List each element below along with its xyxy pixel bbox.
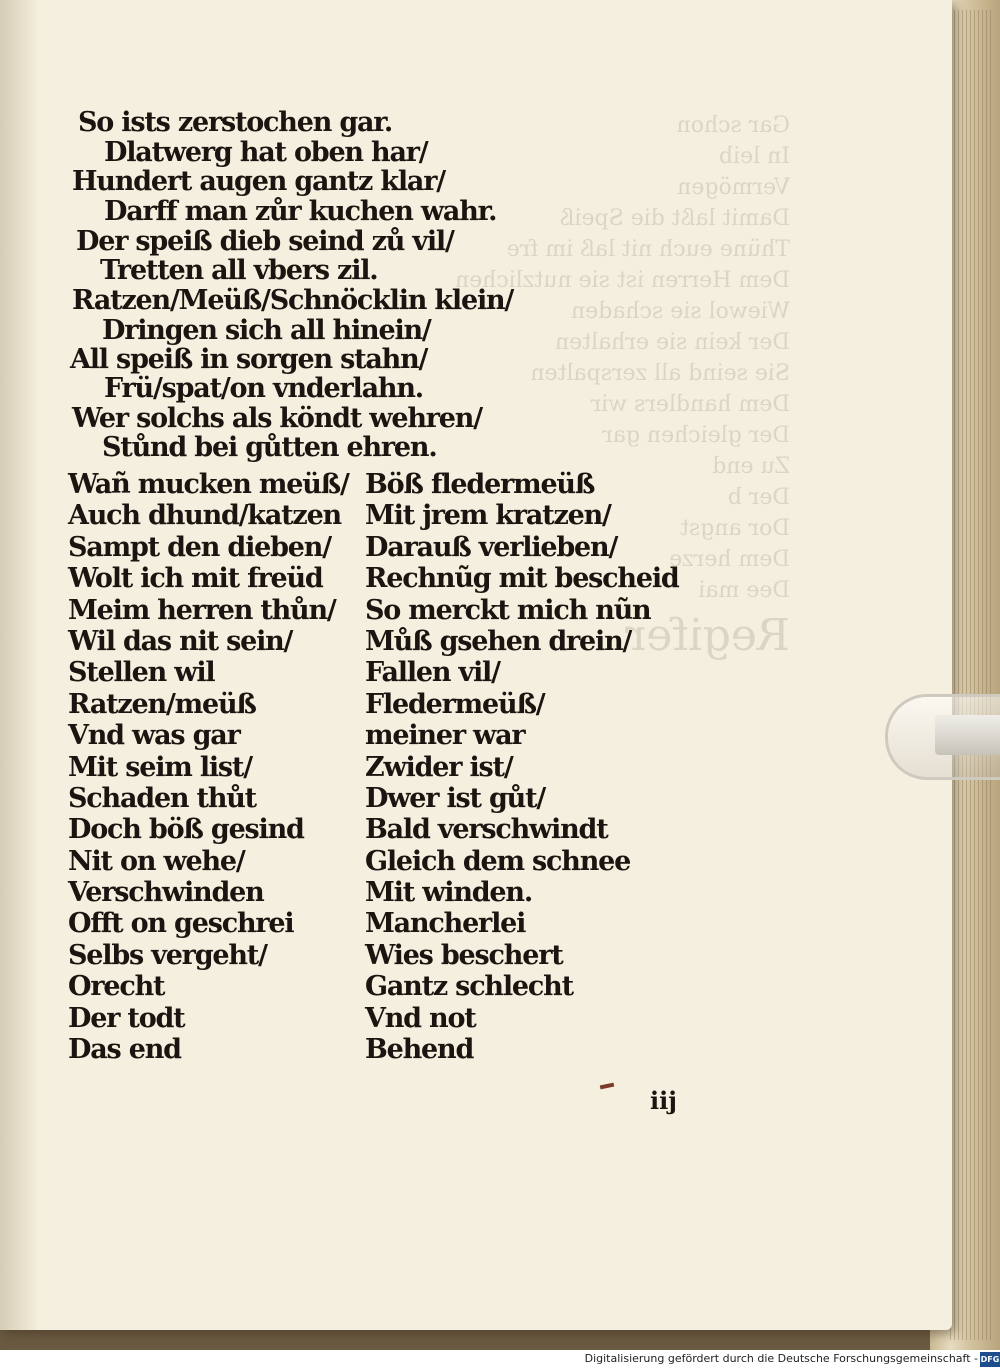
left-column-line: Auch dhund/katzen [68,500,341,532]
left-column-line: Wil das nit sein/ [68,625,293,657]
left-column-line: Selbs vergeht/ [68,939,267,971]
left-column-line: Das end [68,1034,181,1066]
right-column-line: Můß gsehen drein/ [365,625,632,657]
right-column-line: Fledermeüß/ [365,688,545,720]
right-column-line: Mancherlei [365,908,526,940]
right-column-line: Zwider ist/ [365,751,513,783]
poem-line: All speiß in sorgen stahn/ [70,344,428,375]
page-clip [885,694,1000,780]
left-column-line: Vnd was gar [68,720,240,752]
right-column-line: Darauß verlieben/ [365,531,618,563]
right-column-line: Mit jrem kratzen/ [365,500,611,532]
poem-line: Darff man zůr kuchen wahr. [104,196,497,227]
left-column-line: Meim herren thůn/ [68,594,336,626]
left-column-line: Nit on wehe/ [68,845,245,877]
page-edge-lines [950,10,994,1340]
right-column-line: Bald verschwindt [365,814,608,846]
right-column-line: Gleich dem schnee [365,845,631,877]
poem-line: Dringen sich all hinein/ [102,315,431,346]
poem-line: Frü/spat/on vnderlahn. [104,373,423,404]
right-column-line: Rechnũg mit bescheid [365,563,679,595]
left-column [68,470,349,1066]
left-column-line: Schaden thůt [68,782,256,814]
left-column-line: Mit seim list/ [68,751,252,783]
dfg-logo-icon: DFG [980,1352,1000,1367]
digitization-credit: Digitalisierung gefördert durch die Deutsche Forschungsgemeinschaft - [584,1352,978,1365]
right-column [365,470,679,1066]
left-column-line: Sampt den dieben/ [68,531,331,563]
right-column-line: Mit winden. [365,877,533,909]
poem-line: Stůnd bei gůtten ehren. [102,432,437,463]
left-column-line: Ratzen/meüß [68,688,256,720]
left-column-line: Wolt ich mit freüd [68,563,323,595]
left-column-line: Stellen wil [68,657,215,689]
right-column-line: Behend [365,1034,474,1066]
gutter-shadow [0,0,40,1330]
right-column-line: Fallen vil/ [365,657,500,689]
left-column-line: Orecht [68,971,165,1003]
poem-line: Hundert augen gantz klar/ [72,166,445,197]
bleed-through-text: Gar schon In leib Vermögen Damit laßt die Speiß Thüne euch nit laß im fre Dem Herren ist sie nutzlichen Wiewol sie schaden Der kein sie erhalten Sie seind all zerspalten Dem handlers wir Der gleichen gar Zu end Der b Dor angst Dem herze Dee mai Regifer [455,113,790,661]
poem-line: Ratzen/Meüß/Schnöcklin klein/ [72,285,514,316]
left-column-line: Wañ mucken meüß/ [68,469,349,500]
right-column-line: Böß fledermeüß [365,469,595,500]
right-column-line: So merckt mich nũn [365,594,651,626]
left-column-line: Offt on geschrei [68,908,294,940]
poem-line: Wer solchs als köndt wehren/ [72,403,482,434]
left-column-line: Verschwinden [68,877,264,909]
right-column-line: meiner war [365,720,525,752]
right-column-line: Dwer ist gůt/ [365,782,546,814]
poem-line: Dlatwerg hat oben har/ [104,137,428,168]
left-column-line: Der todt [68,1002,185,1034]
page-number: iij [650,1086,677,1115]
right-column-line: Wies beschert [365,939,563,971]
poem-line: Tretten all vbers zil. [100,255,378,286]
poem-line: Der speiß dieb seind zů vil/ [76,226,454,257]
ink-mark [600,1083,615,1090]
poem-line: So ists zerstochen gar. [78,107,393,138]
left-column-line: Doch böß gesind [68,814,304,846]
right-column-line: Gantz schlecht [365,971,573,1003]
right-column-line: Vnd not [365,1002,476,1034]
footer [0,1350,1000,1370]
